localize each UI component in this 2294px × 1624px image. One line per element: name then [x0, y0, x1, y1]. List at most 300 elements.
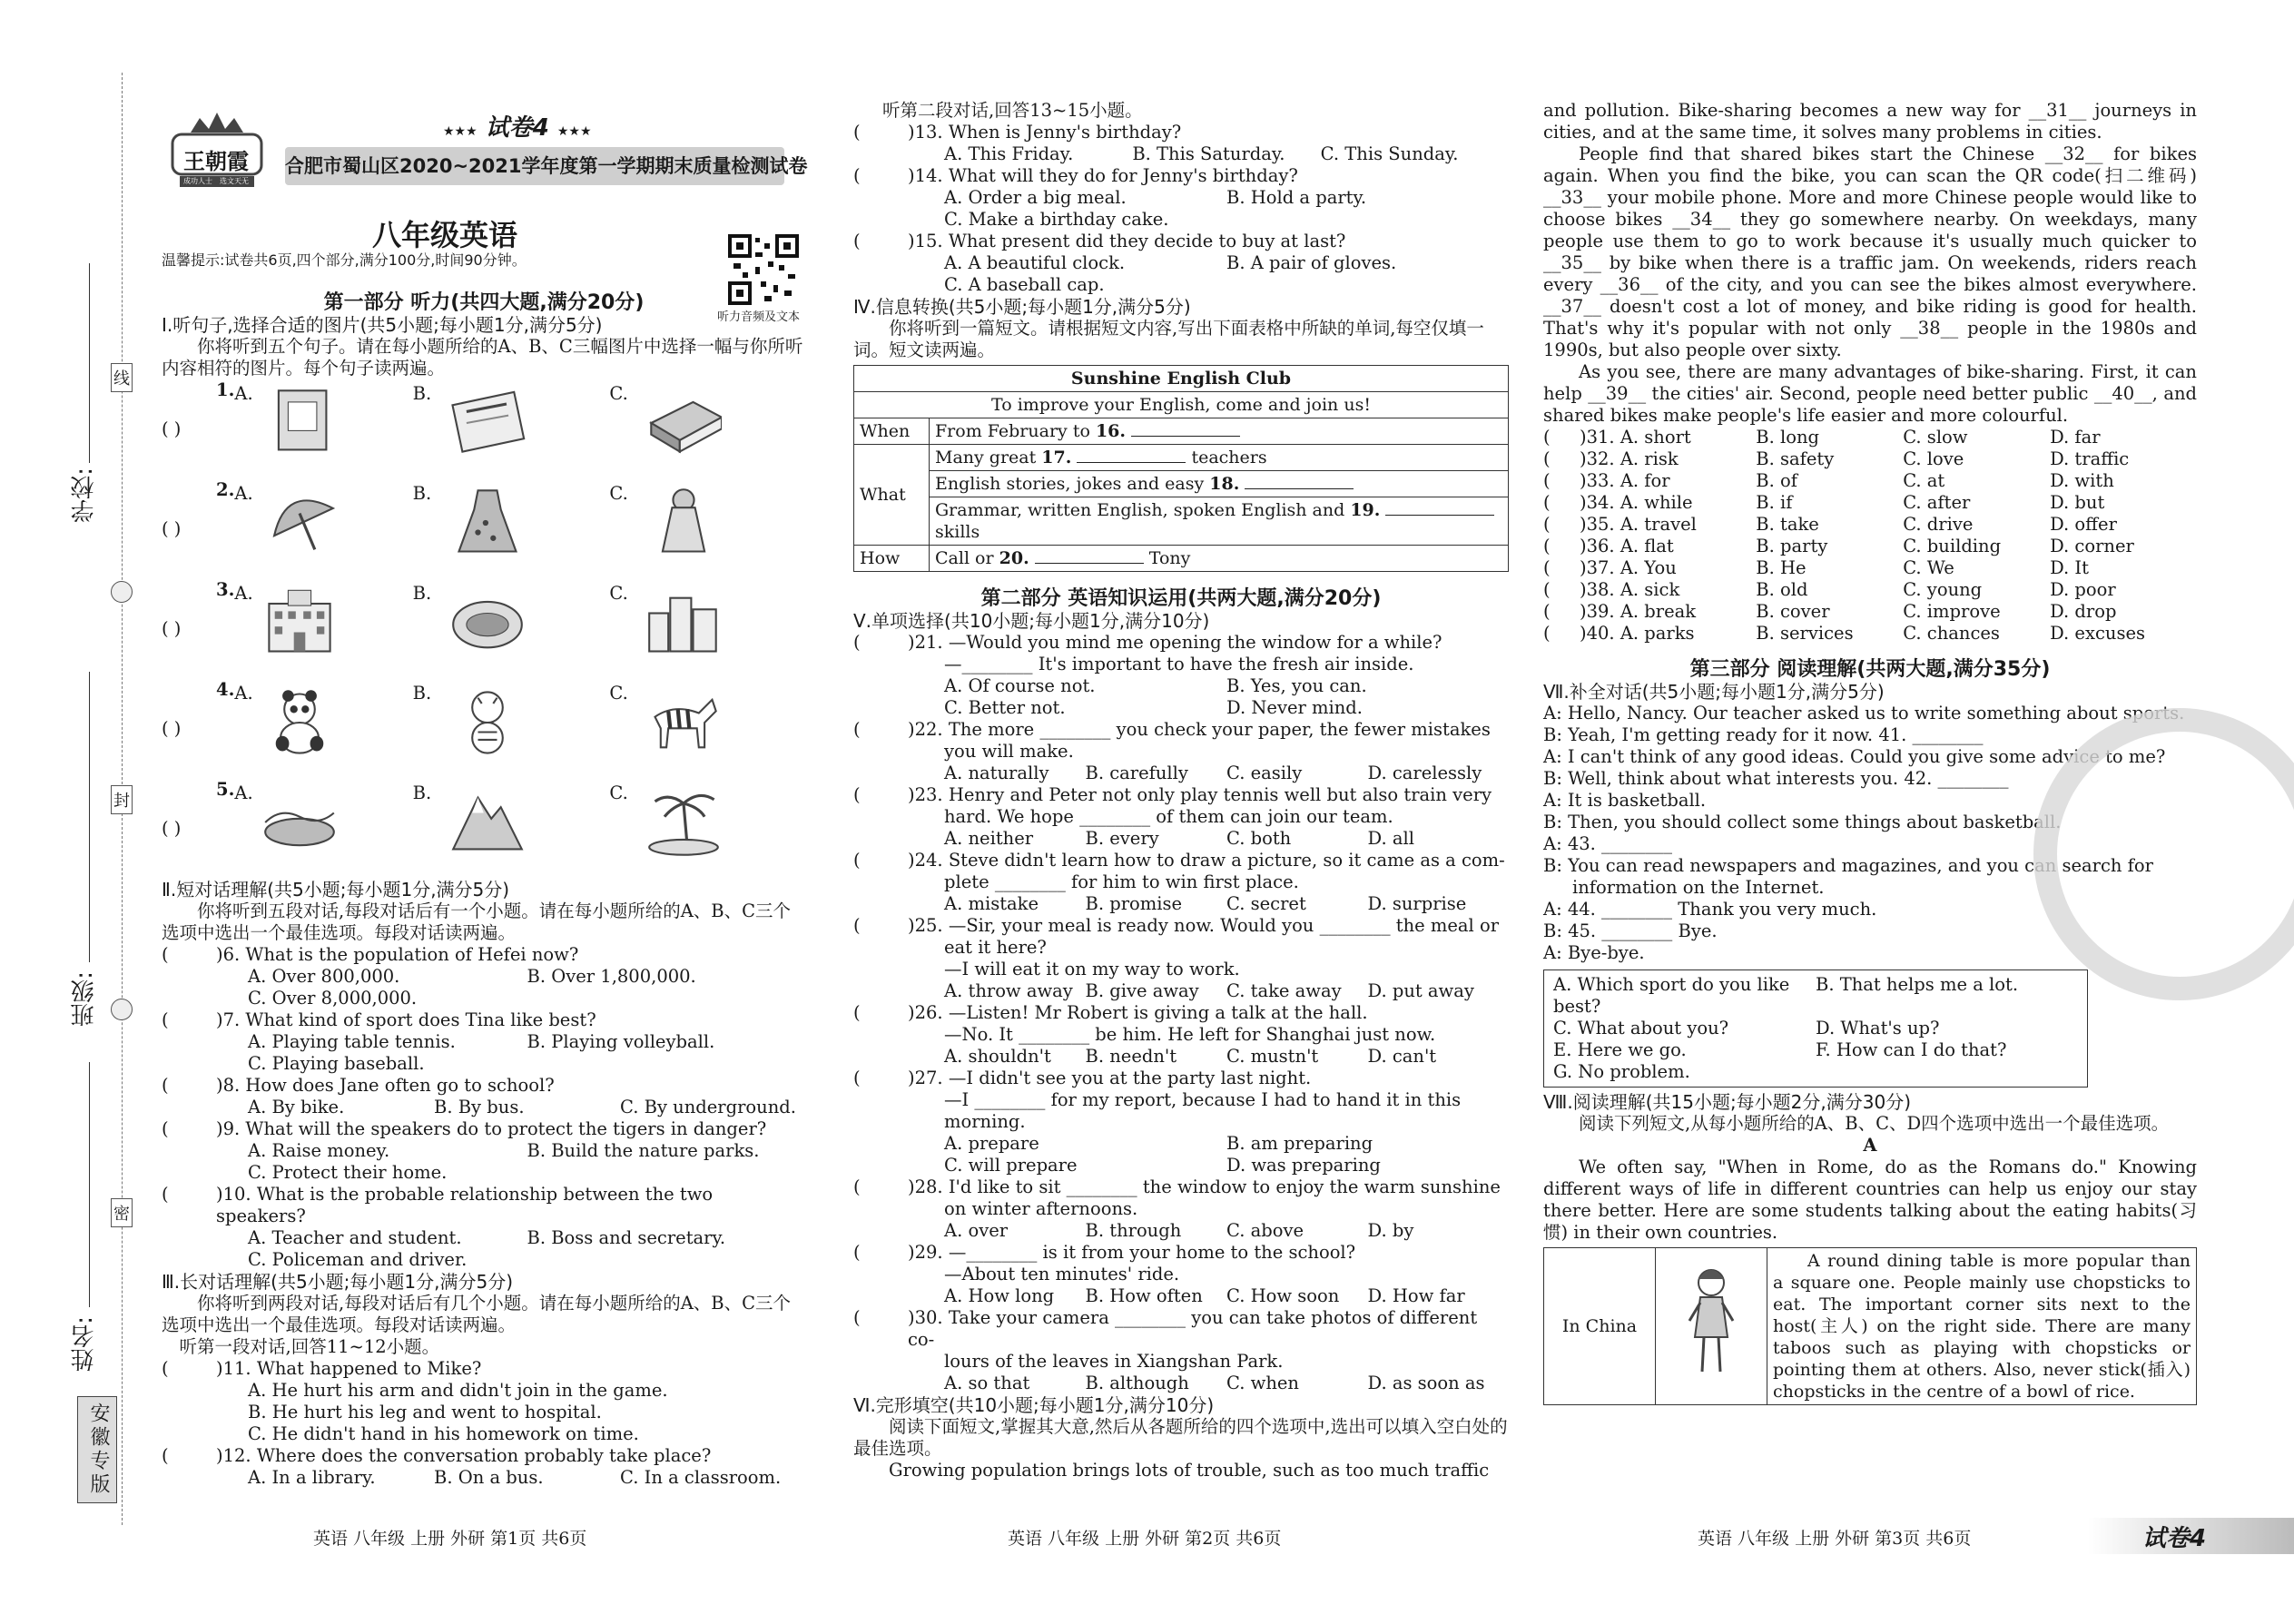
- picture-option-c[interactable]: [609, 579, 806, 679]
- option[interactable]: C. We: [1903, 557, 1954, 578]
- answer-bracket[interactable]: (: [853, 784, 861, 805]
- option[interactable]: )37. A. You: [1580, 557, 1677, 578]
- option-a[interactable]: A. In a library.: [248, 1467, 376, 1488]
- part2-title: 第二部分 英语知识运用(共两大题,满分20分): [980, 587, 1382, 610]
- question-28[interactable]: [853, 1176, 1509, 1198]
- answer-bracket[interactable]: (: [853, 1176, 861, 1197]
- answer-bracket[interactable]: ( ): [162, 618, 182, 639]
- option[interactable]: C. improve: [1903, 601, 2001, 622]
- question-text-cont: —I will eat it on my way to work.: [944, 959, 1240, 979]
- option[interactable]: A. throw away: [944, 980, 1073, 1001]
- option[interactable]: D. was preparing: [1226, 1155, 1381, 1176]
- option[interactable]: B. old: [1756, 579, 1808, 600]
- footer-page-3: 英语 八年级 上册 外研 第3页 共6页: [1698, 1529, 1972, 1549]
- option-label: C.: [609, 583, 628, 604]
- option[interactable]: B. needn't: [1085, 1046, 1177, 1067]
- tight-mark: 密: [111, 1198, 133, 1227]
- question-text: )28. I'd like to sit ________ the window to enjoy the warm sunshine: [908, 1176, 1501, 1197]
- option[interactable]: C. By underground.: [620, 1097, 796, 1117]
- option[interactable]: B. Build the nature parks.: [527, 1140, 760, 1161]
- answer-bracket[interactable]: (: [1543, 427, 1551, 448]
- what-cell-2: English stories, jokes and easy 18.: [930, 471, 1509, 497]
- options: [853, 763, 1509, 784]
- picture-question-5: [162, 779, 806, 879]
- option-label: B.: [412, 782, 432, 803]
- part1-title: 第一部分 听力(共四大题,满分20分): [323, 291, 645, 314]
- option-label: B.: [412, 683, 432, 704]
- answer-bracket[interactable]: (: [853, 1307, 861, 1328]
- option[interactable]: D. Never mind.: [1226, 697, 1363, 718]
- option[interactable]: C. after: [1903, 492, 1971, 513]
- option[interactable]: A. Over 800,000.: [248, 966, 400, 987]
- option[interactable]: B. How often: [1085, 1285, 1203, 1306]
- option-c[interactable]: C. A baseball cap.: [944, 274, 1105, 295]
- question-text: )29. —________ is it from your home to the school?: [908, 1242, 1356, 1263]
- country-label: In China: [1544, 1248, 1656, 1405]
- s3-intro: 你将听到两段对话,每段对话后有几个小题。请在每小题所给的A、B、C三个选项中选出一个最佳选项。每段对话读两遍。: [162, 1293, 792, 1335]
- s3-title: Ⅲ.长对话理解(共5小题;每小题1分,满分5分): [162, 1271, 514, 1293]
- picture-option-b[interactable]: [413, 479, 610, 579]
- school-label: 学校:: [71, 468, 98, 523]
- question-30[interactable]: [853, 1307, 1509, 1351]
- option[interactable]: A. neither: [944, 828, 1034, 849]
- question-number: 1.: [216, 379, 235, 400]
- answer-bracket[interactable]: (: [853, 915, 861, 936]
- option[interactable]: C. easily: [1226, 763, 1303, 783]
- question-23[interactable]: [853, 784, 1509, 806]
- option[interactable]: A. so that: [944, 1373, 1030, 1393]
- option-c[interactable]: C. This Sunday.: [1320, 143, 1459, 164]
- dialog-line: information on the Internet.: [1572, 877, 1825, 898]
- star-icon: ★★★: [556, 124, 592, 139]
- option[interactable]: A. Raise money.: [248, 1140, 390, 1161]
- dialog-line: A: I can't think of any good ideas. Could you give some advice to me?: [1543, 746, 2166, 767]
- answer-19-blank[interactable]: [1385, 515, 1494, 516]
- option[interactable]: D. drop: [2050, 601, 2117, 622]
- answer-17-blank[interactable]: [1077, 462, 1186, 463]
- option[interactable]: B. Yes, you can.: [1226, 675, 1367, 696]
- option[interactable]: B. through: [1085, 1220, 1182, 1241]
- when-label: When: [854, 418, 930, 445]
- option-a[interactable]: A. A beautiful clock.: [944, 252, 1126, 273]
- answer-bracket[interactable]: (: [853, 719, 861, 740]
- option[interactable]: C. young: [1903, 579, 1983, 600]
- when-cell: From February to 16.: [930, 418, 1509, 445]
- option[interactable]: B. promise: [1085, 893, 1183, 914]
- option[interactable]: D. surprise: [1367, 893, 1467, 914]
- region-badge: 安徽专版: [77, 1396, 117, 1503]
- option[interactable]: B. Over 1,800,000.: [527, 966, 696, 987]
- option[interactable]: D. but: [2050, 492, 2105, 513]
- s4-intro: 你将听到一篇短文。请根据短文内容,写出下面表格中所缺的单词,每空仅填一词。短文读两遍。: [853, 318, 1484, 360]
- cloze-question-34[interactable]: [1543, 492, 2197, 514]
- option[interactable]: A. Teacher and student.: [248, 1227, 462, 1248]
- dialog-line: B: You can read newspapers and magazines, and you can search for: [1543, 855, 2153, 876]
- option[interactable]: C. mustn't: [1226, 1046, 1319, 1067]
- option[interactable]: C. How soon: [1226, 1285, 1340, 1306]
- option[interactable]: A. Playing table tennis.: [248, 1031, 456, 1052]
- option-a[interactable]: A. Order a big meal.: [944, 187, 1127, 208]
- question-26[interactable]: [853, 1002, 1509, 1024]
- cloze-options: [1543, 427, 2197, 645]
- picture-option-b[interactable]: [413, 579, 610, 679]
- picture-option-a[interactable]: [216, 579, 413, 679]
- option[interactable]: B. cover: [1756, 601, 1830, 622]
- cloze-question-32[interactable]: [1543, 448, 2197, 470]
- question-22[interactable]: [853, 719, 1509, 741]
- option[interactable]: C. take away: [1226, 980, 1342, 1001]
- option[interactable]: )32. A. risk: [1580, 448, 1679, 469]
- class-label: 班级:: [71, 971, 98, 1027]
- options: [162, 1031, 806, 1053]
- option-label: C.: [609, 383, 628, 404]
- option[interactable]: D. poor: [2050, 579, 2116, 600]
- option[interactable]: C. chances: [1903, 623, 2000, 644]
- option[interactable]: )31. A. short: [1580, 427, 1691, 448]
- option[interactable]: D. all: [1367, 828, 1414, 849]
- option[interactable]: B. carefully: [1085, 763, 1188, 783]
- umbrella-icon: [261, 485, 338, 561]
- option[interactable]: D. It: [2050, 557, 2089, 578]
- option[interactable]: C. secret: [1226, 893, 1306, 914]
- answer-bracket[interactable]: ( ): [162, 518, 182, 539]
- answer-bracket[interactable]: (: [853, 1002, 861, 1023]
- option[interactable]: )39. A. break: [1580, 601, 1697, 622]
- newspaper-icon: [449, 385, 526, 461]
- option[interactable]: D. far: [2050, 427, 2101, 448]
- option[interactable]: A. shouldn't: [944, 1046, 1051, 1067]
- option[interactable]: A. over: [944, 1220, 1009, 1241]
- options: [162, 1097, 806, 1118]
- answer-bracket[interactable]: (: [162, 944, 169, 965]
- option-a[interactable]: A. He hurt his arm and didn't join in the game.: [248, 1380, 668, 1401]
- answer-20-blank[interactable]: [1035, 563, 1144, 564]
- option[interactable]: C. Playing baseball.: [248, 1053, 425, 1074]
- option[interactable]: )33. A. for: [1580, 470, 1670, 491]
- answer-18-blank[interactable]: [1245, 488, 1354, 489]
- picture-question-2: [162, 479, 806, 579]
- option[interactable]: A. mistake: [944, 893, 1039, 914]
- picture-option-c[interactable]: [609, 679, 806, 779]
- question-text: )24. Steve didn't learn how to draw a picture, so it came as a com-: [908, 850, 1505, 871]
- option-b[interactable]: B. A pair of gloves.: [1226, 252, 1397, 273]
- multiple-choice-questions: [853, 632, 1509, 1394]
- option[interactable]: C. drive: [1903, 514, 1974, 535]
- cloze-question-35[interactable]: [1543, 514, 2197, 536]
- question-text: )22. The more ________ you check your paper, the fewer mistakes: [908, 719, 1491, 740]
- answer-bracket[interactable]: (: [853, 850, 861, 871]
- option[interactable]: )36. A. flat: [1580, 536, 1674, 556]
- paper-number: [443, 109, 592, 143]
- option-label: B.: [412, 583, 432, 604]
- binding-hole-icon: [111, 581, 133, 603]
- option[interactable]: B. of: [1756, 470, 1797, 491]
- footer-tag: 试卷4: [2142, 1525, 2207, 1552]
- question-9[interactable]: [162, 1118, 806, 1140]
- column-page-1: [162, 292, 806, 1489]
- option[interactable]: A. prepare: [944, 1133, 1039, 1154]
- option[interactable]: B. services: [1756, 623, 1854, 644]
- brand-logo: [163, 107, 271, 189]
- option[interactable]: B. He: [1756, 557, 1807, 578]
- option[interactable]: C. Better not.: [944, 697, 1066, 718]
- q12-options: [162, 1467, 806, 1489]
- option[interactable]: D. offer: [2050, 514, 2117, 535]
- answer-bracket[interactable]: (: [162, 1184, 169, 1205]
- option[interactable]: B. long: [1756, 427, 1820, 448]
- question-text: )26. —Listen! Mr Robert is giving a talk at the hall.: [908, 1002, 1368, 1023]
- picture-option-a[interactable]: [216, 679, 413, 779]
- option-c[interactable]: C. He didn't hand in his homework on time.: [248, 1423, 639, 1444]
- s3-first-dialog: 听第一段对话,回答11~12小题。: [179, 1336, 440, 1357]
- tiger-icon: [449, 684, 526, 761]
- option-label: A.: [234, 782, 253, 803]
- option[interactable]: A. By bike.: [248, 1097, 345, 1117]
- option[interactable]: )38. A. sick: [1580, 579, 1680, 600]
- picture-option-a[interactable]: [216, 379, 413, 479]
- option[interactable]: A. How long: [944, 1285, 1055, 1306]
- option[interactable]: C. above: [1226, 1220, 1305, 1241]
- options: [853, 1220, 1509, 1242]
- options: [853, 828, 1509, 850]
- q15-options: [853, 252, 1509, 274]
- option[interactable]: C. love: [1903, 448, 1964, 469]
- dialog-line: A: 43. ________: [1543, 833, 1673, 854]
- answer-bracket[interactable]: ( ): [162, 418, 182, 439]
- s1-intro: 你将听到五个句子。请在每小题所给的A、B、C三幅图片中选择一幅与你所听内容相符的图片。每个句子读两遍。: [162, 336, 803, 379]
- option[interactable]: B. if: [1756, 492, 1793, 513]
- option[interactable]: D. can't: [1367, 1046, 1437, 1067]
- answer-bracket[interactable]: (: [1543, 579, 1551, 600]
- school-line: [89, 263, 90, 463]
- picture-option-a[interactable]: [216, 479, 413, 579]
- cloze-question-36[interactable]: [1543, 536, 2197, 557]
- dialog-option-b: B. That helps me a lot.: [1816, 974, 2019, 995]
- options: [853, 675, 1509, 697]
- option[interactable]: A. naturally: [944, 763, 1049, 783]
- answer-bracket[interactable]: (: [162, 1009, 169, 1030]
- dialog-option-c: C. What about you?: [1553, 1018, 1729, 1038]
- cloze-question-38[interactable]: [1543, 579, 2197, 601]
- dictionary-icon: [645, 385, 722, 461]
- dialog-option-f: F. How can I do that?: [1816, 1039, 2007, 1060]
- club-table: [853, 365, 1509, 572]
- option[interactable]: B. Boss and secretary.: [527, 1227, 726, 1248]
- option[interactable]: C. Protect their home.: [248, 1162, 448, 1183]
- stadium-icon: [449, 585, 526, 661]
- question-text-cont: —About ten minutes' ride.: [944, 1264, 1180, 1284]
- question-10[interactable]: [162, 1184, 806, 1227]
- answer-bracket[interactable]: (: [1543, 514, 1551, 535]
- s6-title: Ⅵ.完形填空(共10小题;每小题1分,满分10分): [853, 1394, 1215, 1416]
- option[interactable]: B. take: [1756, 514, 1819, 535]
- answer-bracket[interactable]: (: [1543, 623, 1551, 644]
- answer-bracket[interactable]: (: [1543, 492, 1551, 513]
- answer-16-blank[interactable]: [1131, 436, 1240, 437]
- answer-bracket[interactable]: (: [1543, 448, 1551, 469]
- option-label: A.: [234, 583, 253, 604]
- girl-icon: [1684, 1265, 1738, 1383]
- question-7[interactable]: [162, 1009, 806, 1031]
- answer-bracket[interactable]: (: [853, 1242, 861, 1263]
- question-24[interactable]: [853, 850, 1509, 871]
- option[interactable]: B. am preparing: [1226, 1133, 1373, 1154]
- answer-bracket[interactable]: (: [162, 1075, 169, 1096]
- china-text: A round dining table is more popular than a square one. People mainly use chopsticks to eat. The important corner sits next to the host(主人) on the right side. There are many taboos such as playing with chopsticks or pointing them at others. Also, never stick(插入) chopsticks in the centre of a bowl of rice.: [1767, 1248, 2197, 1405]
- picture-question-1: [162, 379, 806, 479]
- picture-option-c[interactable]: [609, 379, 806, 479]
- option[interactable]: A. Of course not.: [944, 675, 1096, 696]
- cloze-question-33[interactable]: [1543, 470, 2197, 492]
- how-cell: Call or 20. Tony: [930, 546, 1509, 572]
- option[interactable]: C. Policeman and driver.: [248, 1249, 468, 1270]
- cloze-question-40[interactable]: [1543, 623, 2197, 645]
- picture-option-c[interactable]: [609, 479, 806, 579]
- question-15[interactable]: ( )15. What present did they decide to buy at last?: [853, 231, 1346, 251]
- footer-page-1: 英语 八年级 上册 外研 第1页 共6页: [313, 1529, 587, 1549]
- paper-number-text: 试卷4: [485, 114, 549, 142]
- question-11[interactable]: ( )11. What happened to Mike?: [162, 1358, 482, 1379]
- option-label: C.: [609, 483, 628, 504]
- answer-bracket[interactable]: ( ): [162, 818, 182, 839]
- cloze-question-31[interactable]: [1543, 427, 2197, 448]
- question-27[interactable]: [853, 1068, 1509, 1089]
- tip-text: 温馨提示:试卷共6页,四个部分,满分100分,时间90分钟。: [162, 251, 527, 269]
- cloze-question-37[interactable]: [1543, 557, 2197, 579]
- option[interactable]: D. by: [1367, 1220, 1414, 1241]
- question-text-cont: morning.: [944, 1111, 1026, 1132]
- answer-bracket[interactable]: (: [1543, 536, 1551, 556]
- question-13[interactable]: ( )13. When is Jenny's birthday?: [853, 122, 1182, 143]
- lake-icon: [261, 784, 338, 861]
- mountain-icon: [449, 784, 526, 861]
- cloze-question-39[interactable]: [1543, 601, 2197, 623]
- picture-option-b[interactable]: [413, 379, 610, 479]
- short-dialog-questions: [162, 944, 806, 1271]
- option[interactable]: D. How far: [1367, 1285, 1465, 1306]
- answer-bracket[interactable]: ( ): [162, 718, 182, 739]
- question-number: 5.: [216, 779, 235, 800]
- option[interactable]: C. both: [1226, 828, 1292, 849]
- question-12[interactable]: ( )12. Where does the conversation probably take place?: [162, 1445, 712, 1466]
- option[interactable]: D. put away: [1367, 980, 1474, 1001]
- dress-icon: [449, 485, 526, 561]
- cloze-first-line: Growing population brings lots of trouble, such as too much traffic: [889, 1460, 1490, 1481]
- option[interactable]: B. give away: [1085, 980, 1199, 1001]
- options: [853, 893, 1509, 915]
- club-slogan: To improve your English, come and join us!: [854, 392, 1509, 418]
- question-8[interactable]: [162, 1075, 806, 1097]
- option-b[interactable]: B. He hurt his leg and went to hospital.: [248, 1402, 602, 1422]
- option[interactable]: D. traffic: [2050, 448, 2130, 469]
- question-25[interactable]: [853, 915, 1509, 937]
- question-text: )6. What is the population of Hefei now?: [216, 944, 579, 965]
- question-29[interactable]: [853, 1242, 1509, 1264]
- picture-option-c[interactable]: [609, 779, 806, 879]
- answer-bracket[interactable]: (: [1543, 470, 1551, 491]
- option[interactable]: B. Playing volleyball.: [527, 1031, 715, 1052]
- option[interactable]: B. By bus.: [434, 1097, 525, 1117]
- option[interactable]: B. party: [1756, 536, 1828, 556]
- option-c[interactable]: C. In a classroom.: [620, 1467, 782, 1488]
- question-text: )8. How does Jane often go to school?: [216, 1075, 555, 1096]
- option-a[interactable]: A. This Friday.: [944, 143, 1074, 164]
- dialog-line: B: Well, think about what interests you. 42. ________: [1543, 768, 2009, 789]
- question-text-cont: lours of the leaves in Xiangshan Park.: [944, 1351, 1284, 1372]
- cloze-paragraph: and pollution. Bike-sharing becomes a new way for __31__ journeys in cities, and at the same time, it solves many problems in cities.: [1543, 100, 2197, 143]
- answer-bracket[interactable]: (: [853, 632, 861, 653]
- answer-bracket[interactable]: (: [1543, 601, 1551, 622]
- option-label: B.: [412, 483, 432, 504]
- option[interactable]: C. at: [1903, 470, 1945, 491]
- option[interactable]: C. when: [1226, 1373, 1299, 1393]
- q11-options: [162, 1380, 806, 1445]
- dialog-option-e: E. Here we go.: [1553, 1039, 1687, 1060]
- passage-label: A: [1863, 1135, 1877, 1156]
- question-14[interactable]: ( )14. What will they do for Jenny's birthday?: [853, 165, 1298, 186]
- raincoat-icon: [645, 485, 722, 561]
- qr-caption: 听力音频及文本: [717, 310, 801, 324]
- zebra-icon: [645, 684, 722, 761]
- option-b[interactable]: B. This Saturday.: [1132, 143, 1285, 164]
- option[interactable]: C. will prepare: [944, 1155, 1078, 1176]
- option[interactable]: D. as soon as: [1367, 1373, 1485, 1393]
- answer-bracket[interactable]: (: [162, 1118, 169, 1139]
- option[interactable]: C. Over 8,000,000.: [248, 988, 418, 1009]
- option[interactable]: B. although: [1085, 1373, 1189, 1393]
- picture-option-a[interactable]: [216, 779, 413, 879]
- answer-bracket[interactable]: (: [853, 1068, 861, 1088]
- star-icon: ★★★: [443, 124, 478, 139]
- option-c[interactable]: C. Make a birthday cake.: [944, 209, 1169, 230]
- cloze-passage: [1543, 100, 2197, 427]
- name-line: [89, 1062, 90, 1307]
- answer-bracket[interactable]: (: [1543, 557, 1551, 578]
- s3-second-dialog: 听第二段对话,回答13~15小题。: [882, 100, 1143, 121]
- option[interactable]: D. corner: [2050, 536, 2134, 556]
- option[interactable]: )40. A. parks: [1580, 623, 1695, 644]
- class-line: [89, 672, 90, 962]
- picture-option-b[interactable]: [413, 679, 610, 779]
- option[interactable]: C. slow: [1903, 427, 1968, 448]
- option-b[interactable]: B. On a bus.: [434, 1467, 544, 1488]
- option[interactable]: C. building: [1903, 536, 2002, 556]
- question-number: 3.: [216, 579, 235, 600]
- picture-option-b[interactable]: [413, 779, 610, 879]
- option-b[interactable]: B. Hold a party.: [1226, 187, 1367, 208]
- part3-title: 第三部分 阅读理解(共两大题,满分35分): [1689, 658, 2051, 681]
- option-label: A.: [234, 683, 253, 704]
- option[interactable]: )34. A. while: [1580, 492, 1693, 513]
- question-21[interactable]: [853, 632, 1509, 654]
- option[interactable]: D. excuses: [2050, 623, 2146, 644]
- question-text-cont: hard. We hope ________ of them can join our team.: [944, 806, 1393, 827]
- question-6[interactable]: [162, 944, 806, 966]
- option[interactable]: D. carelessly: [1367, 763, 1482, 783]
- s7-title: Ⅶ.补全对话(共5小题;每小题1分,满分5分): [1543, 681, 1885, 703]
- panda-icon: [261, 684, 338, 761]
- dialog-line: A: Hello, Nancy. Our teacher asked us to write something about sports.: [1543, 703, 2185, 723]
- s2-intro: 你将听到五段对话,每段对话后有一个小题。请在每小题所给的A、B、C三个选项中选出一个最佳选项。每段对话读两遍。: [162, 901, 792, 943]
- question-text: )7. What kind of sport does Tina like best?: [216, 1009, 596, 1030]
- picture-question-3: [162, 579, 806, 679]
- options: [853, 1155, 1509, 1176]
- dialog-line: A: Bye-bye.: [1543, 942, 1645, 963]
- option[interactable]: B. safety: [1756, 448, 1835, 469]
- option[interactable]: B. every: [1085, 828, 1159, 849]
- option[interactable]: )35. A. travel: [1580, 514, 1697, 535]
- option[interactable]: D. with: [2050, 470, 2114, 491]
